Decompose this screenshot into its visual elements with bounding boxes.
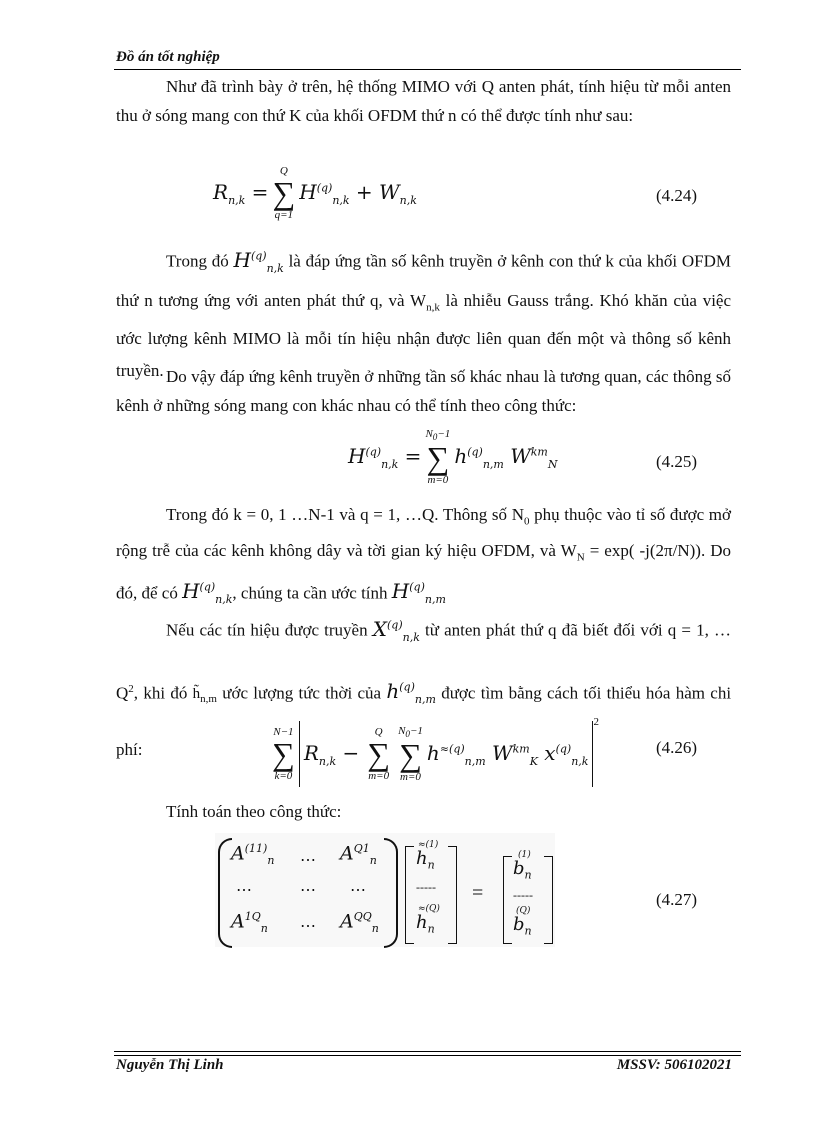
h-vector-right-bracket xyxy=(448,846,457,944)
math-H-nk-q: $H^{(q)}_{n,k}$ xyxy=(233,247,284,275)
b-vector-right-bracket xyxy=(544,856,553,944)
footer-rule xyxy=(114,1051,741,1056)
paragraph-2: Trong đó $H^{(q)}_{n,k}$ là đáp ứng tần số kênh truyền ở kênh con thứ k của khối OFDM thứ n tương ứng với anten phát thứ q, và $W_{n,k}$ là nhiễu Gauss trắng. Khó khăn của việc ước lượng kênh MIMO là mỗi tín hiệu nhận được liên quan đến một và thông số kênh truyền. xyxy=(116,247,732,381)
equation-4-25: $H^{(q)}_{n,k}$ = $N_0-1$ ∑ m=0 $h^{(q)}_{n,m}$ $W^{km}_N$ xyxy=(348,427,558,487)
h-vector-left-bracket xyxy=(405,846,414,944)
equation-number-4-25: (4.25) xyxy=(656,452,698,471)
b-vector-left-bracket xyxy=(503,856,512,944)
paragraph-6: Tính toán theo công thức: xyxy=(166,802,342,821)
paragraph-5: Nếu các tín hiệu được truyền $X^{(q)}_{n,k}$ từ anten phát thứ q đã biết đối với q = 1, … $Q^2$, khi đó $h̃_{n,m}$ ước lượng tức thời của $h^{(q)}_{n,m}$ được tìm bằng cách tối thiểu hóa hàm chi phí: xyxy=(116,616,732,760)
footer-mssv: MSSV: 506102021 xyxy=(616,1057,732,1073)
equation-number-4-27: (4.27) xyxy=(656,890,698,909)
paragraph-3: Do vậy đáp ứng kênh truyền ở những tần số khác nhau là tương quan, các thông số kênh ở những sóng mang con khác nhau có thể tính theo công thức: xyxy=(116,367,731,415)
page-header-title: Đồ án tốt nghiệp xyxy=(116,49,220,65)
paragraph-4: Trong đó k = 0, 1 …N-1 và q = 1, …Q. Thông số $N_0$ phụ thuộc vào tỉ số được mở rộng trễ của các kênh không dây và tời gian ký hiệu OFDM, và $W_N = \exp$( -j(2π/N)). Do đó, để có $H^{(q)}_{n,k}$, chúng ta cần ước tính $H^{(q)}_{n,m}$ xyxy=(116,505,731,607)
left-paren xyxy=(218,838,232,948)
equation-number-4-24: (4.24) xyxy=(656,186,698,205)
equation-number-4-26: (4.26) xyxy=(656,738,698,757)
equation-4-24: $R_{n,k}$ = Q ∑ q=1 $H^{(q)}_{n,k} + W_{n,k}$ xyxy=(213,165,417,221)
right-paren xyxy=(384,838,398,948)
paragraph-1: Như đã trình bày ở trên, hệ thống MIMO với Q anten phát, tính hiệu từ mỗi anten thu ở sóng mang con thứ K của khối OFDM thứ n có thể được tính như sau: xyxy=(116,77,731,125)
footer-author: Nguyễn Thị Linh xyxy=(116,1057,224,1073)
header-rule xyxy=(114,69,741,70)
equation-4-26: N−1 ∑ k=0 $R_{n,k}$ − Q ∑ m=0 $N_0-1$ ∑ m=0 $h^{\approx(q)}_{n,m}$ $W^{km}_K$ $x^{(q)}_{n,k}$ 2 xyxy=(268,716,599,792)
